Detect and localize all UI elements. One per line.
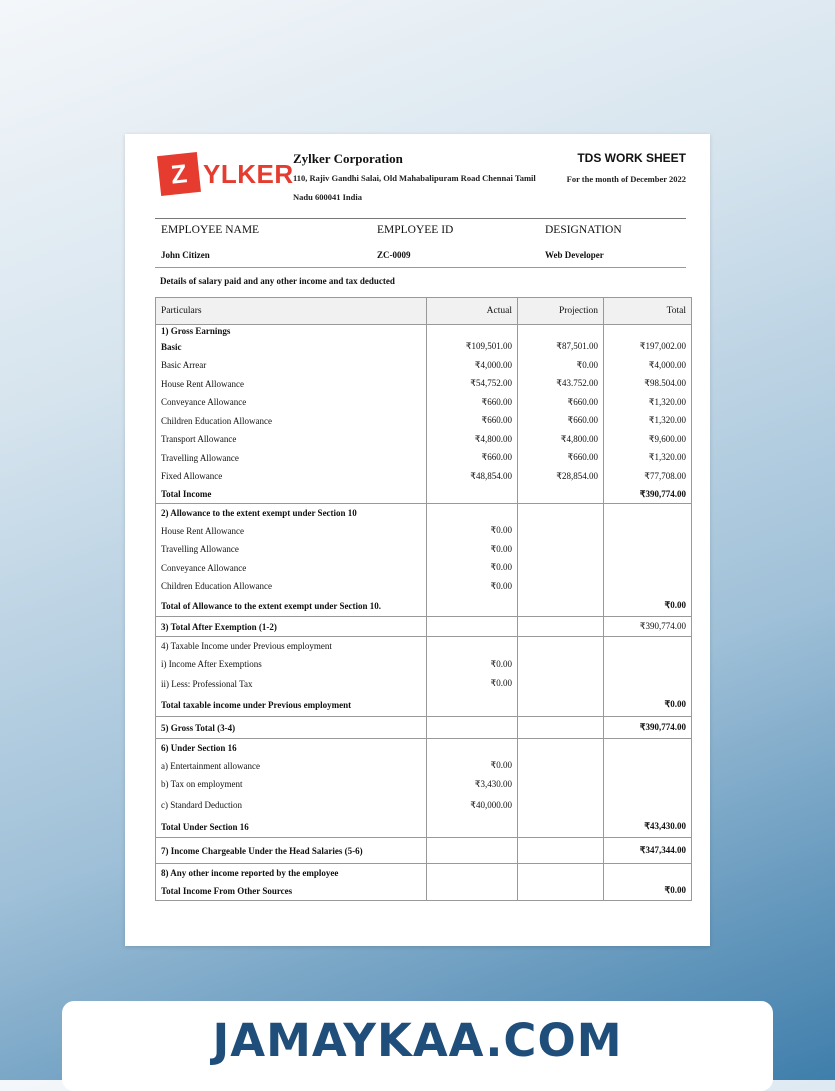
row-actual [427,617,518,637]
employee-name-label: EMPLOYEE NAME [161,224,260,236]
row-total: ₹347,344.00 [604,838,692,864]
table-row [156,674,692,694]
row-projection [518,596,604,617]
row-label: Total of Allowance to the extent exempt under Section 10. [156,596,427,617]
row-actual: ₹0.00 [427,674,518,694]
row-label: i) Income After Exemptions [156,655,427,674]
company-address: 110, Rajiv Gandhi Salai, Old Mahabalipuram Road Chennai Tamil Nadu 600041 India [293,173,536,202]
row-actual [427,596,518,617]
row-total [604,522,692,540]
row-total [604,577,692,596]
document-header [155,134,686,218]
table-row [156,596,692,617]
row-actual [427,694,518,717]
row-label: Total Income [156,486,427,504]
row-projection [518,775,604,794]
table-row [156,325,692,338]
row-actual [427,864,518,882]
row-label: Children Education Allowance [156,577,427,596]
employee-info [155,218,686,268]
row-projection: ₹87,501.00 [518,338,604,356]
table-row [156,467,692,486]
row-actual: ₹4,000.00 [427,356,518,375]
row-label: Basic Arrear [156,356,427,375]
table-row [156,739,692,757]
employee-id-label: EMPLOYEE ID [377,224,454,236]
row-total: ₹390,774.00 [604,717,692,739]
row-projection [518,838,604,864]
logo-text: YLKER [203,158,294,189]
table-row [156,338,692,356]
row-total: ₹1,320.00 [604,393,692,412]
footer-banner [62,1001,773,1091]
row-actual [427,637,518,655]
row-projection: ₹43.752.00 [518,375,604,393]
row-actual [427,739,518,757]
row-label: a) Entertainment allowance [156,757,427,775]
row-actual: ₹40,000.00 [427,794,518,817]
site-watermark: JAMAYKAA.COM [212,1014,623,1067]
row-actual: ₹0.00 [427,655,518,674]
row-projection [518,522,604,540]
table-row [156,794,692,817]
row-label: Fixed Allowance [156,467,427,486]
row-projection: ₹4,800.00 [518,430,604,449]
row-label: 1) Gross Earnings [156,325,427,338]
row-projection: ₹28,854.00 [518,467,604,486]
row-projection [518,794,604,817]
row-total [604,775,692,794]
row-total: ₹43,430.00 [604,817,692,838]
row-actual: ₹4,800.00 [427,430,518,449]
row-total: ₹390,774.00 [604,486,692,504]
employee-id: ZC-0009 [377,250,411,260]
header-total: Total [604,298,692,325]
sheet-title-block [567,151,686,184]
table-row [156,838,692,864]
header-actual: Actual [427,298,518,325]
table-row [156,540,692,559]
row-label: 2) Allowance to the extent exempt under Section 10 [156,504,427,522]
row-actual: ₹0.00 [427,577,518,596]
row-total: ₹1,320.00 [604,449,692,467]
row-total [604,655,692,674]
row-projection [518,694,604,717]
row-total: ₹0.00 [604,694,692,717]
row-actual: ₹48,854.00 [427,467,518,486]
table-row [156,375,692,393]
row-actual [427,882,518,901]
row-actual: ₹660.00 [427,449,518,467]
row-projection [518,504,604,522]
row-total: ₹390,774.00 [604,617,692,637]
table-row [156,864,692,882]
company-info [293,151,553,207]
table-row [156,559,692,577]
tds-table [155,297,692,901]
row-total: ₹4,000.00 [604,356,692,375]
row-projection [518,325,604,338]
row-label: Children Education Allowance [156,412,427,430]
row-projection [518,739,604,757]
table-row [156,356,692,375]
row-actual [427,838,518,864]
details-heading: Details of salary paid and any other income and tax deducted [160,276,395,286]
row-actual [427,325,518,338]
row-actual [427,717,518,739]
table-row [156,817,692,838]
row-projection [518,637,604,655]
row-total [604,739,692,757]
row-actual: ₹0.00 [427,757,518,775]
row-label: House Rent Allowance [156,522,427,540]
row-label: 4) Taxable Income under Previous employment [156,637,427,655]
row-label: 3) Total After Exemption (1-2) [156,617,427,637]
row-actual: ₹109,501.00 [427,338,518,356]
table-row [156,504,692,522]
row-projection: ₹660.00 [518,412,604,430]
row-projection [518,717,604,739]
row-label: 8) Any other income reported by the employee [156,864,427,882]
table-row [156,393,692,412]
row-projection [518,617,604,637]
row-actual: ₹660.00 [427,393,518,412]
table-body [156,325,692,901]
row-total [604,794,692,817]
row-projection [518,655,604,674]
row-label: Total taxable income under Previous employment [156,694,427,717]
table-row [156,775,692,794]
row-actual [427,504,518,522]
row-total: ₹98.504.00 [604,375,692,393]
table-row [156,882,692,901]
table-row [156,655,692,674]
table-row [156,757,692,775]
row-total [604,674,692,694]
row-total: ₹0.00 [604,596,692,617]
row-label: Basic [156,338,427,356]
row-actual: ₹0.00 [427,540,518,559]
row-label: House Rent Allowance [156,375,427,393]
table-row [156,617,692,637]
sheet-title: TDS WORK SHEET [577,151,686,165]
row-actual [427,486,518,504]
table-row [156,486,692,504]
table-row [156,522,692,540]
row-actual: ₹660.00 [427,412,518,430]
table-row [156,430,692,449]
row-actual: ₹0.00 [427,522,518,540]
row-label: Total Under Section 16 [156,817,427,838]
row-label: ii) Less: Professional Tax [156,674,427,694]
row-label: 5) Gross Total (3-4) [156,717,427,739]
designation-label: DESIGNATION [545,224,622,236]
row-total: ₹77,708.00 [604,467,692,486]
row-label: b) Tax on employment [156,775,427,794]
row-total [604,864,692,882]
row-total: ₹1,320.00 [604,412,692,430]
table-row [156,717,692,739]
row-total [604,637,692,655]
row-total [604,559,692,577]
logo-mark: Z [157,152,201,196]
row-total [604,325,692,338]
row-label: Travelling Allowance [156,540,427,559]
row-projection [518,577,604,596]
row-total [604,504,692,522]
row-label: 7) Income Chargeable Under the Head Salaries (5-6) [156,838,427,864]
sheet-period: For the month of December 2022 [566,174,686,184]
row-projection [518,817,604,838]
table-row [156,449,692,467]
row-total: ₹197,002.00 [604,338,692,356]
row-label: Total Income From Other Sources [156,882,427,901]
row-projection [518,559,604,577]
company-logo [159,151,294,197]
table-row [156,412,692,430]
header-particulars: Particulars [156,298,427,325]
row-label: c) Standard Deduction [156,794,427,817]
row-total: ₹9,600.00 [604,430,692,449]
row-projection: ₹660.00 [518,393,604,412]
row-label: Travelling Allowance [156,449,427,467]
table-row [156,637,692,655]
row-projection [518,757,604,775]
row-total: ₹0.00 [604,882,692,901]
row-label: Conveyance Allowance [156,393,427,412]
row-label: Conveyance Allowance [156,559,427,577]
row-actual [427,817,518,838]
row-label: Transport Allowance [156,430,427,449]
employee-name: John Citizen [161,250,210,260]
row-projection [518,864,604,882]
tds-worksheet-document [125,134,710,946]
row-projection: ₹660.00 [518,449,604,467]
row-label: 6) Under Section 16 [156,739,427,757]
row-actual: ₹3,430.00 [427,775,518,794]
row-actual: ₹54,752.00 [427,375,518,393]
row-total [604,540,692,559]
header-projection: Projection [518,298,604,325]
row-total [604,757,692,775]
row-projection [518,486,604,504]
row-projection [518,882,604,901]
table-header-row [156,298,692,325]
row-projection [518,540,604,559]
company-name: Zylker Corporation [293,151,403,166]
table-row [156,577,692,596]
row-actual: ₹0.00 [427,559,518,577]
row-projection: ₹0.00 [518,356,604,375]
row-projection [518,674,604,694]
table-row [156,694,692,717]
employee-designation: Web Developer [545,250,604,260]
